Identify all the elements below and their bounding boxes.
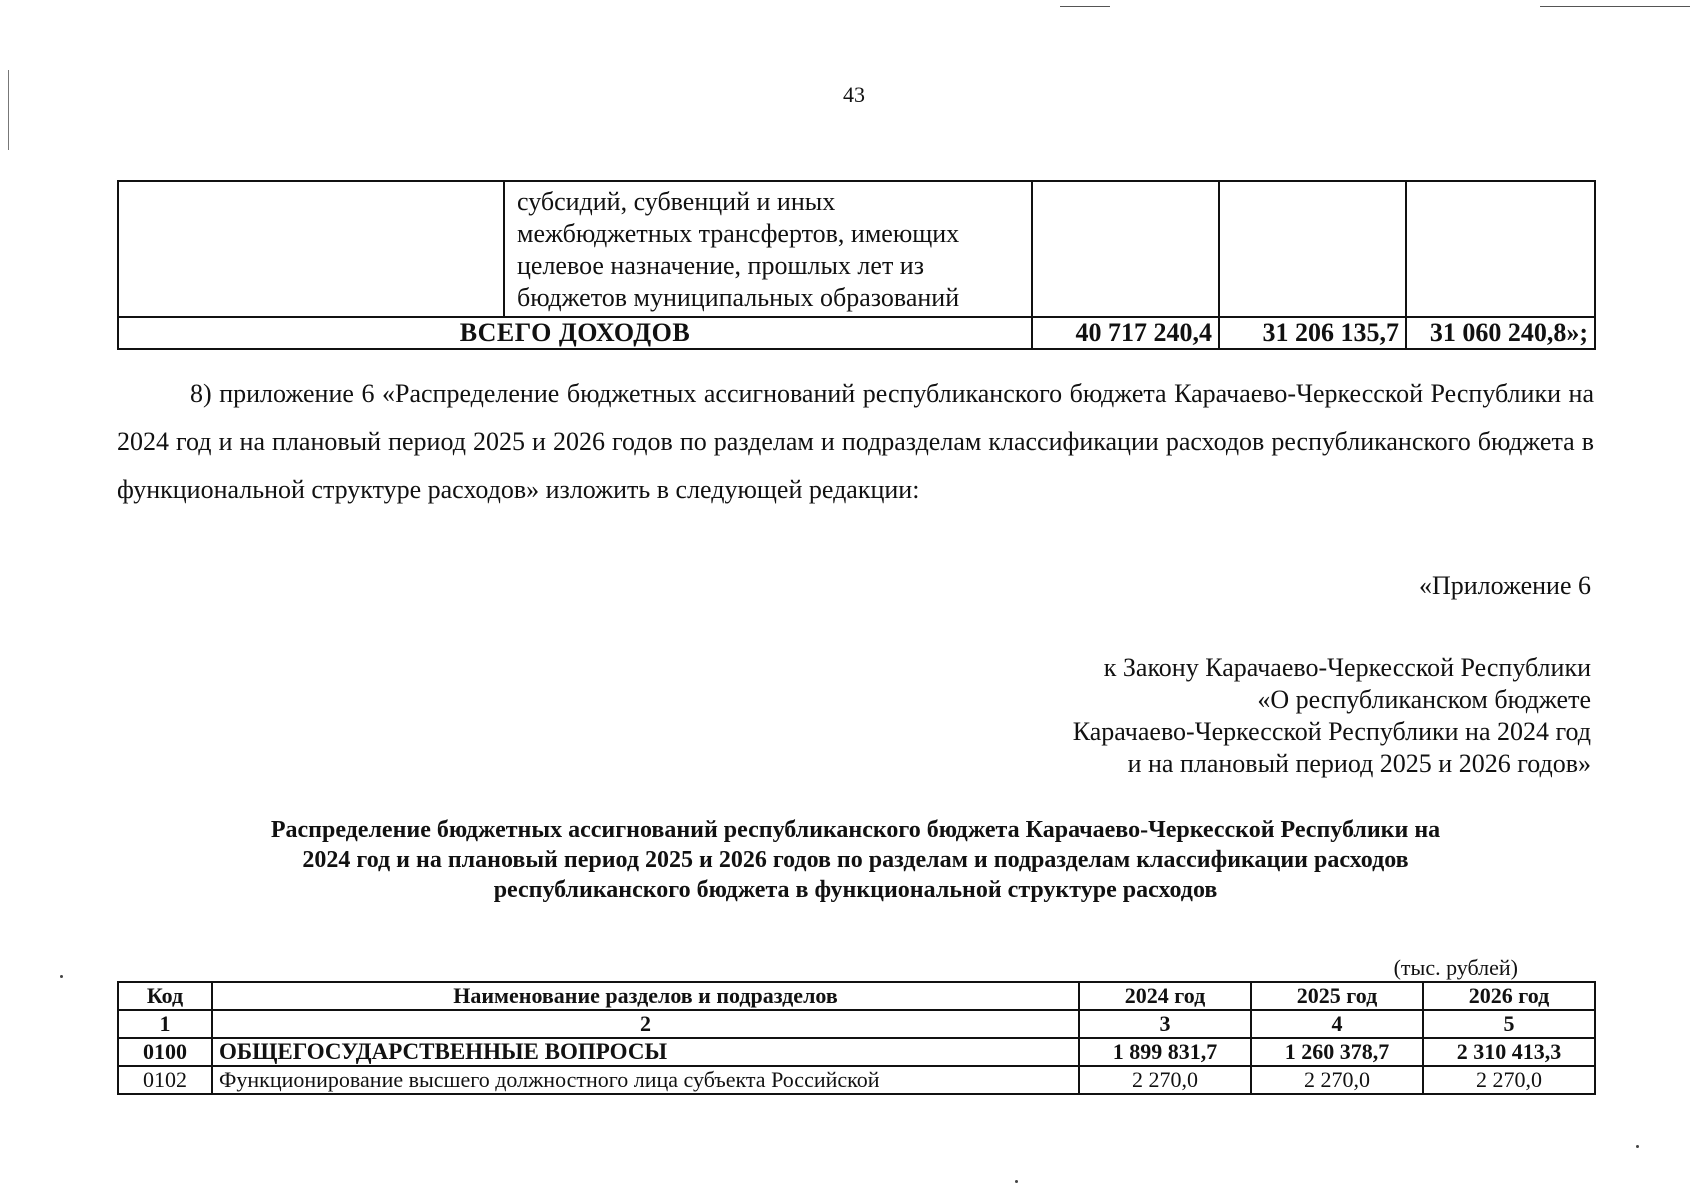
total-label: ВСЕГО ДОХОДОВ	[118, 317, 1032, 349]
heading-line: Распределение бюджетных ассигнований республиканского бюджета Карачаево-Черкесской Республики на	[270, 817, 1441, 843]
value-cell	[1032, 181, 1219, 317]
value-2026: 2 310 413,3	[1423, 1038, 1595, 1066]
description-line: субсидий, субвенций и иных	[517, 187, 836, 216]
table-row	[118, 181, 1595, 317]
header-row	[118, 982, 1595, 1010]
amendment-paragraph	[117, 370, 1594, 514]
revenue-table	[117, 180, 1596, 350]
total-row	[118, 317, 1595, 349]
description-line: бюджетов муниципальных образований	[517, 283, 960, 312]
page-number: 43	[843, 82, 865, 107]
value-2024: 1 899 831,7	[1079, 1038, 1251, 1066]
header-cell: Код	[118, 982, 212, 1010]
header-cell: Наименование разделов и подразделов	[212, 982, 1079, 1010]
appendix-line: к Закону Карачаево-Черкесской Республики	[1103, 653, 1591, 682]
heading-line: республиканского бюджета в функциональной структуре расходов	[493, 877, 1218, 903]
header-cell: 2025 год	[1251, 982, 1423, 1010]
scan-artifact-line	[1540, 6, 1690, 7]
column-number: 3	[1079, 1010, 1251, 1038]
total-2024: 40 717 240,4	[1032, 317, 1219, 349]
units-label: (тыс. рублей)	[1393, 955, 1518, 980]
description-line: межбюджетных трансфертов, имеющих	[517, 219, 960, 248]
scan-speck	[1636, 1145, 1639, 1148]
code-cell: 0100	[118, 1038, 212, 1066]
description-line: целевое назначение, прошлых лет из	[517, 251, 924, 280]
value-cell	[1406, 181, 1595, 317]
value-2025: 2 270,0	[1251, 1066, 1423, 1094]
scan-artifact-line	[1060, 6, 1110, 7]
column-number: 4	[1251, 1010, 1423, 1038]
value-2024: 2 270,0	[1079, 1066, 1251, 1094]
header-cell: 2024 год	[1079, 982, 1251, 1010]
description-cell	[504, 181, 1032, 317]
scan-speck	[60, 975, 63, 978]
column-number: 5	[1423, 1010, 1595, 1038]
value-cell	[1219, 181, 1406, 317]
expenditure-table	[117, 981, 1596, 1095]
name-cell: ОБЩЕГОСУДАРСТВЕННЫЕ ВОПРОСЫ	[212, 1038, 1079, 1066]
total-2025: 31 206 135,7	[1219, 317, 1406, 349]
code-cell	[118, 181, 504, 317]
appendix-line: Карачаево-Черкесской Республики на 2024 год	[1072, 717, 1591, 746]
appendix-title: «Приложение 6	[1418, 571, 1591, 600]
value-2026: 2 270,0	[1423, 1066, 1595, 1094]
appendix-line: «О республиканском бюджете	[1257, 685, 1591, 714]
table-row	[118, 1066, 1595, 1094]
header-cell: 2026 год	[1423, 982, 1595, 1010]
column-number-row	[118, 1010, 1595, 1038]
total-2026: 31 060 240,8»;	[1406, 317, 1595, 349]
document-heading	[117, 815, 1594, 905]
column-number: 2	[212, 1010, 1079, 1038]
scan-speck	[1015, 1180, 1018, 1183]
heading-line: 2024 год и на плановый период 2025 и 2026 годов по разделам и подразделам классификации расходов	[302, 847, 1409, 873]
column-number: 1	[118, 1010, 212, 1038]
appendix-line: и на плановый период 2025 и 2026 годов»	[1127, 749, 1591, 778]
value-2025: 1 260 378,7	[1251, 1038, 1423, 1066]
table-row	[118, 1038, 1595, 1066]
code-cell: 0102	[118, 1066, 212, 1094]
paragraph-text: 8) приложение 6 «Распределение бюджетных ассигнований республиканского бюджета Карачаево-Черкесской Республики на 2024 год и на плановый период 2025 и 2026 годов по разделам и подразделам классификации расходов республиканского бюджета в функциональной структуре расходов» изложить в следующей редакции:	[117, 379, 1594, 504]
appendix-header	[1073, 568, 1591, 780]
name-cell: Функционирование высшего должностного лица субъекта Российской	[212, 1066, 1079, 1094]
